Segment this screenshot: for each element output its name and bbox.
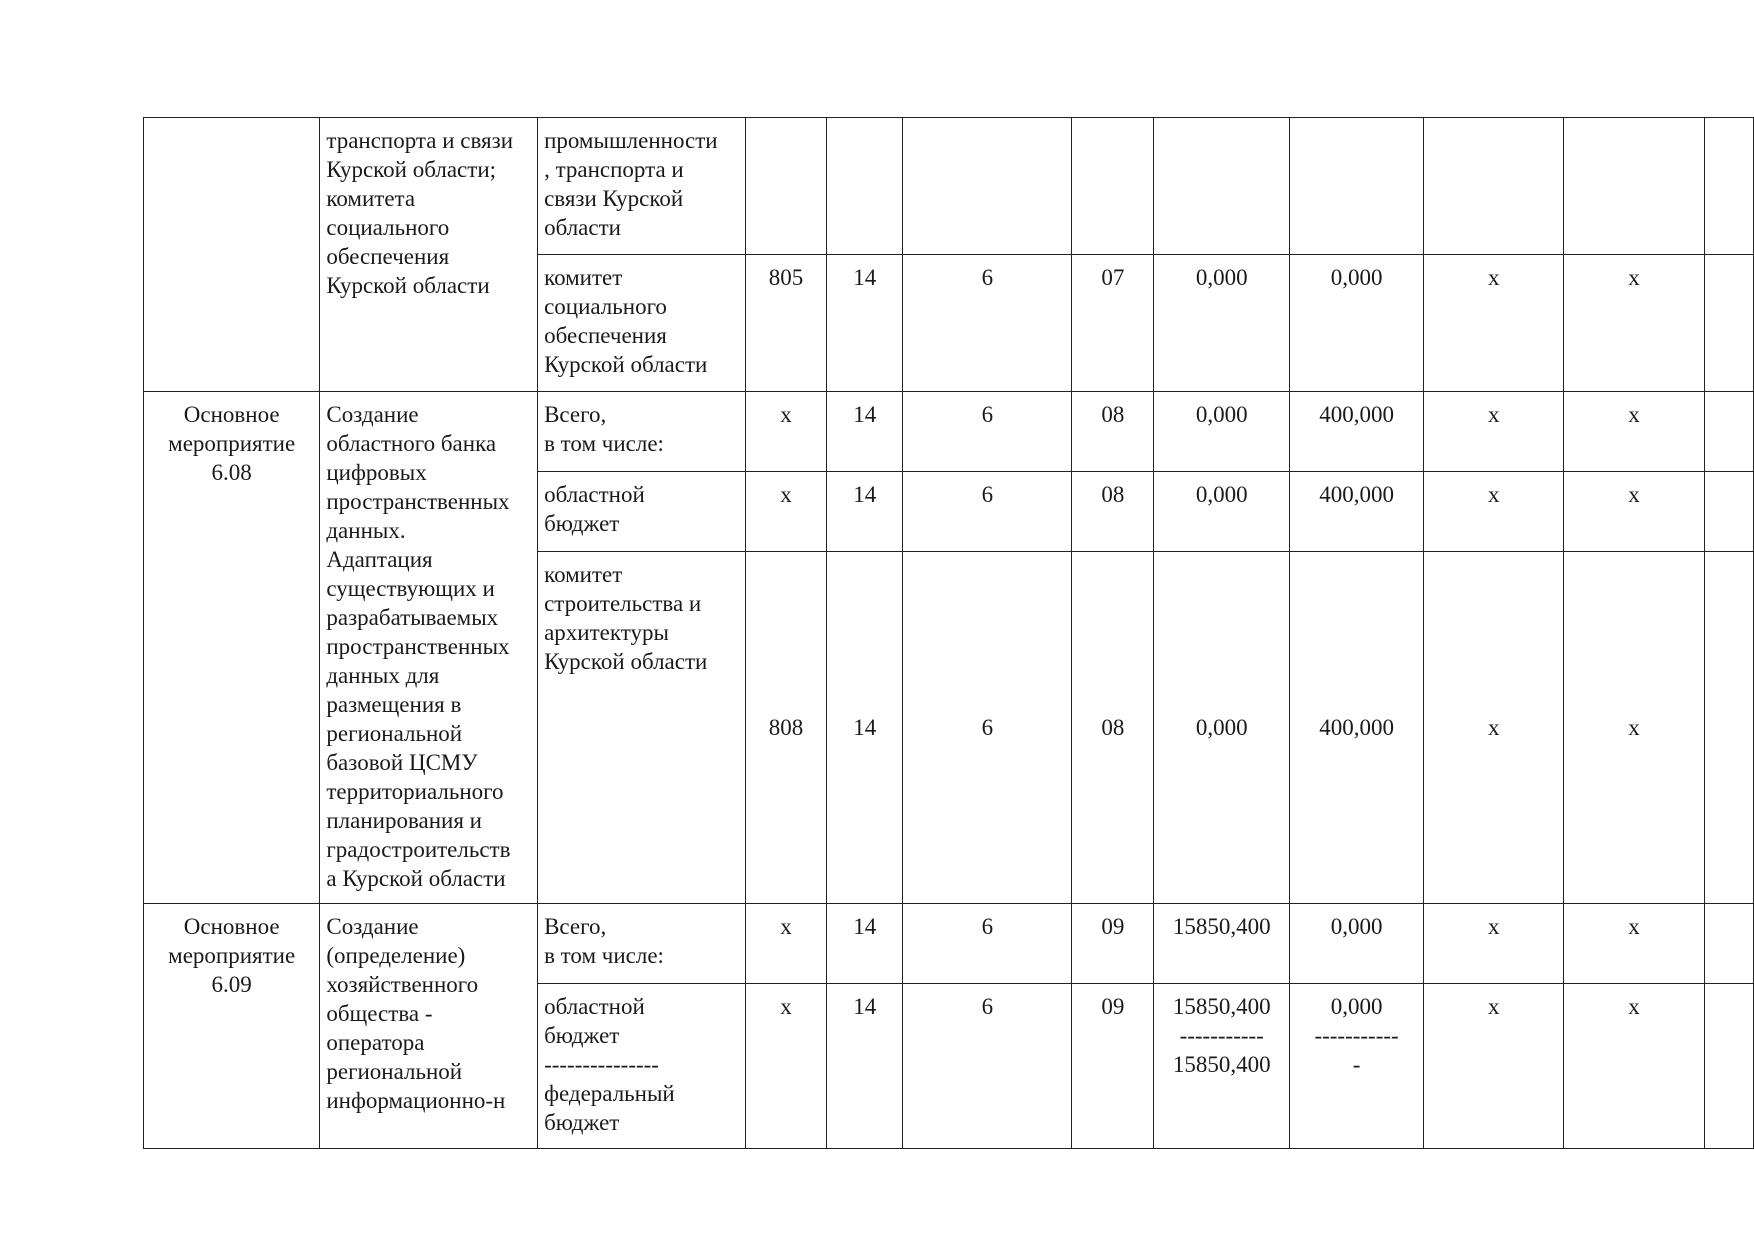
description-cell: Создание областного банка цифровых пространственных данных. Адаптация существующих и разрабатываемых пространственных данных для размещения в региональной базовой ЦСМУ территориального планирования и градостроительств а Курской области: [320, 392, 538, 904]
rz-cell: 14: [827, 984, 903, 1149]
empty-cell: [1704, 472, 1753, 552]
value2-cell: 0,000: [1289, 904, 1423, 984]
pr-cell: 6: [903, 552, 1072, 904]
value3-cell: х: [1424, 472, 1564, 552]
rz-cell: 14: [827, 552, 903, 904]
executor-cell: областной бюджет: [538, 472, 746, 552]
empty-cell: [1704, 552, 1753, 904]
pr-cell: 6: [903, 472, 1072, 552]
budget-table: [143, 117, 1754, 1149]
executor-cell: комитет строительства и архитектуры Курской области: [538, 552, 746, 904]
activity-cell: Основное мероприятие 6.09: [144, 904, 320, 1149]
value2-cell: 0,000: [1289, 255, 1423, 392]
value3-cell: [1424, 118, 1564, 255]
empty-cell: [1704, 904, 1753, 984]
empty-cell: [1704, 984, 1753, 1149]
grbs-cell: х: [745, 904, 826, 984]
grbs-cell: х: [745, 984, 826, 1149]
activity-cell: [144, 118, 320, 392]
empty-cell: [1704, 255, 1753, 392]
rz-cell: [827, 118, 903, 255]
rz-cell: 14: [827, 255, 903, 392]
table-row: [144, 392, 1754, 472]
value1-cell: 0,000: [1154, 255, 1290, 392]
value4-cell: [1564, 118, 1704, 255]
value1-cell: 15850,400 ----------- 15850,400: [1154, 984, 1290, 1149]
pr-cell: [903, 118, 1072, 255]
empty-cell: [1704, 392, 1753, 472]
table-row: [144, 904, 1754, 984]
description-cell: транспорта и связи Курской области; комитета социального обеспечения Курской области: [320, 118, 538, 392]
value2-cell: [1289, 118, 1423, 255]
pr-cell: 6: [903, 255, 1072, 392]
value1-cell: 15850,400: [1154, 904, 1290, 984]
value4-cell: х: [1564, 904, 1704, 984]
value4-cell: х: [1564, 255, 1704, 392]
value2-cell: 400,000: [1289, 392, 1423, 472]
csr-cell: 09: [1072, 904, 1154, 984]
value3-cell: х: [1424, 984, 1564, 1149]
rz-cell: 14: [827, 904, 903, 984]
table-row: [144, 118, 1754, 255]
csr-cell: 08: [1072, 472, 1154, 552]
value4-cell: х: [1564, 472, 1704, 552]
value2-cell: 0,000 ----------- -: [1289, 984, 1423, 1149]
pr-cell: 6: [903, 904, 1072, 984]
csr-cell: [1072, 118, 1154, 255]
activity-cell: Основное мероприятие 6.08: [144, 392, 320, 904]
description-cell: Создание (определение) хозяйственного общества - оператора региональной информационно-н: [320, 904, 538, 1149]
pr-cell: 6: [903, 984, 1072, 1149]
value3-cell: х: [1424, 255, 1564, 392]
value1-cell: 0,000: [1154, 552, 1290, 904]
rz-cell: 14: [827, 472, 903, 552]
grbs-cell: 808: [745, 552, 826, 904]
value1-cell: 0,000: [1154, 472, 1290, 552]
grbs-cell: [745, 118, 826, 255]
csr-cell: 08: [1072, 392, 1154, 472]
value4-cell: х: [1564, 392, 1704, 472]
value2-cell: 400,000: [1289, 472, 1423, 552]
pr-cell: 6: [903, 392, 1072, 472]
grbs-cell: х: [745, 392, 826, 472]
value3-cell: х: [1424, 552, 1564, 904]
executor-cell: Всего, в том числе:: [538, 392, 746, 472]
executor-cell: комитет социального обеспечения Курской области: [538, 255, 746, 392]
grbs-cell: х: [745, 472, 826, 552]
value4-cell: х: [1564, 552, 1704, 904]
csr-cell: 07: [1072, 255, 1154, 392]
rz-cell: 14: [827, 392, 903, 472]
empty-cell: [1704, 118, 1753, 255]
csr-cell: 09: [1072, 984, 1154, 1149]
value1-cell: [1154, 118, 1290, 255]
executor-cell: Всего, в том числе:: [538, 904, 746, 984]
value1-cell: 0,000: [1154, 392, 1290, 472]
executor-cell: промышленности , транспорта и связи Курской области: [538, 118, 746, 255]
csr-cell: 08: [1072, 552, 1154, 904]
value4-cell: х: [1564, 984, 1704, 1149]
value3-cell: х: [1424, 392, 1564, 472]
value3-cell: х: [1424, 904, 1564, 984]
value2-cell: 400,000: [1289, 552, 1423, 904]
executor-cell: областной бюджет --------------- федеральный бюджет: [538, 984, 746, 1149]
grbs-cell: 805: [745, 255, 826, 392]
